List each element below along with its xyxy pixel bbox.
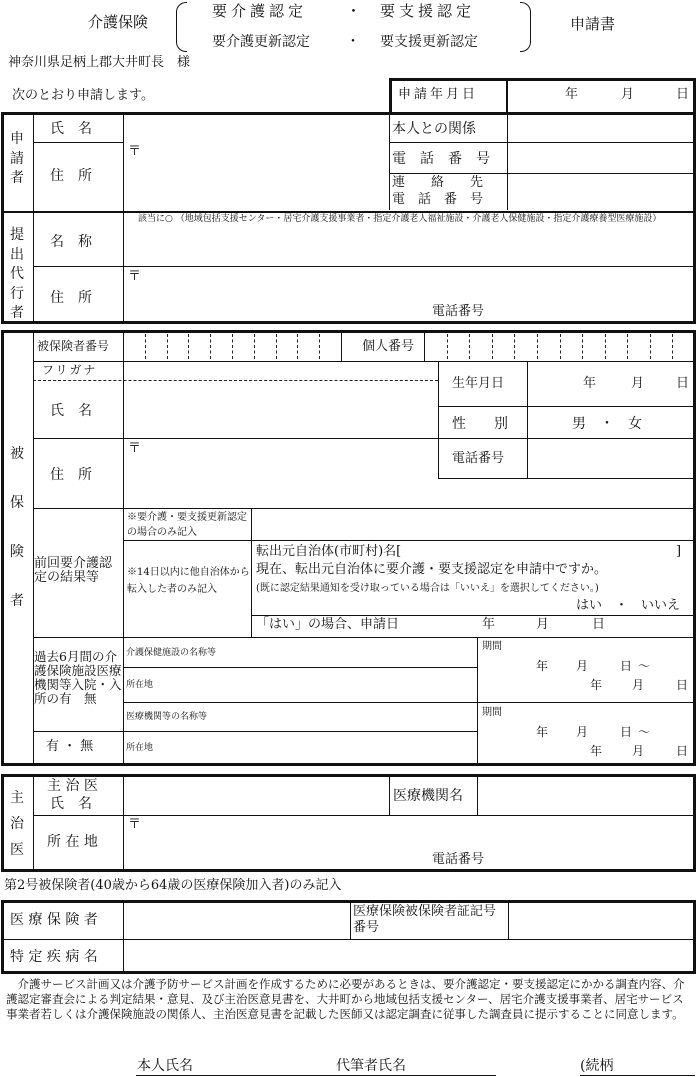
digit-separator xyxy=(319,334,320,359)
hospital-name-label: 医療機関等の名称等 xyxy=(126,712,208,722)
agent-name-label: 名 称 xyxy=(50,234,92,250)
hospital-period-field[interactable] xyxy=(479,703,695,763)
application-date-field[interactable] xyxy=(508,80,694,111)
contact-label: 連 絡 先 xyxy=(392,175,484,190)
insured-name-field[interactable] xyxy=(125,381,437,437)
agent-type-note: 該当に○ （地域包括支援センター・居宅介護支援事業者・指定介護老人福祉施設・介護老人保健施設・指定介護療養型医療施設） xyxy=(138,214,662,224)
hospital-period-label: 期間 xyxy=(482,707,502,718)
digit-separator xyxy=(650,334,651,359)
facility-location-field[interactable] xyxy=(125,668,476,701)
applicant-name-field[interactable] xyxy=(125,114,387,141)
medical-insurer-field[interactable] xyxy=(125,902,349,938)
insured-address-label: 住 所 xyxy=(50,467,92,483)
hospital-location-field[interactable] xyxy=(125,732,476,763)
digit-separator xyxy=(537,334,538,359)
contact-phone-field[interactable] xyxy=(509,175,695,210)
agent-name-field[interactable] xyxy=(125,240,695,265)
application-date-label: 申請年月日 xyxy=(398,87,479,102)
agent-postal-mark: 〒 xyxy=(128,269,142,284)
option-care-certification: 要介護認定 xyxy=(212,2,308,20)
insured-name-label: 氏 名 xyxy=(50,403,92,419)
pending-question: 現在、転出元自治体に要介護・要支援認定を申請中ですか。 xyxy=(256,562,608,577)
past-admission-label: 過去6月間の介護保険施設医療機関等入院・入所の有 無 xyxy=(34,649,122,706)
digit-separator xyxy=(276,334,277,359)
header-title-right: 申請書 xyxy=(570,15,616,33)
renewal-note: ※要介護・要支援更新認定の場合のみ記入 xyxy=(127,512,247,538)
insured-section-label: 被保険者 xyxy=(10,446,24,609)
digit-separator xyxy=(605,334,606,359)
proxy-name-label: 代筆者氏名 xyxy=(336,1058,406,1074)
self-name-label: 本人氏名 xyxy=(137,1058,193,1074)
facility-period-label: 期間 xyxy=(482,641,502,652)
agent-address-label: 住 所 xyxy=(50,290,92,306)
insured-postal-mark: 〒 xyxy=(128,441,142,456)
applicant-phone-field[interactable] xyxy=(509,143,695,172)
sex-label: 性 別 xyxy=(452,416,508,432)
previous-result-field[interactable] xyxy=(253,510,695,539)
transfer-note: ※14日以内に他自治体から転入した者のみ記入 xyxy=(127,567,250,595)
doctor-postal-mark: 〒 xyxy=(128,817,142,832)
option-care-renewal: 要介護更新認定 xyxy=(212,34,310,50)
relation-field[interactable] xyxy=(509,114,695,141)
specific-disease-field[interactable] xyxy=(125,941,695,972)
digit-separator xyxy=(447,334,448,359)
digit-separator xyxy=(297,334,298,359)
furigana-label: フリガナ xyxy=(42,363,98,377)
applicant-name-label: 氏 名 xyxy=(50,121,92,137)
sex-options[interactable]: 男 ・ 女 xyxy=(572,416,642,432)
self-name-field[interactable] xyxy=(200,1056,330,1075)
transfer-from-label: 転出元自治体(市町村)名[ xyxy=(256,544,402,559)
dob-label: 生年月日 xyxy=(452,376,505,391)
doctor-address-label: 所 在 地 xyxy=(47,834,98,850)
facility-location-label: 所在地 xyxy=(126,680,154,690)
furigana-field[interactable] xyxy=(125,362,437,379)
option-support-certification: 要支援認定 xyxy=(380,2,476,20)
agent-phone-label: 電話番号 xyxy=(432,304,485,319)
past-admission-options[interactable]: 有 ・ 無 xyxy=(46,739,94,754)
hospital-label: 医療機関名 xyxy=(393,788,463,804)
if-yes-label: 「はい」の場合、申請日 xyxy=(256,617,400,632)
option-support-renewal: 要支援更新認定 xyxy=(380,34,478,50)
transfer-from-field[interactable] xyxy=(428,543,674,561)
pending-question-note: (既に認定結果通知を受け取っている場合は「いいえ」を選択してください。) xyxy=(256,583,599,594)
digit-separator xyxy=(514,334,515,359)
digit-separator xyxy=(232,334,233,359)
hospital-name-field[interactable] xyxy=(125,703,476,730)
hospital-location-label: 所在地 xyxy=(126,743,154,753)
medical-insurer-label: 医 療 保 険 者 xyxy=(10,912,98,928)
doctor-name-label1: 主 治 医 xyxy=(47,778,98,794)
insured-phone-label: 電話番号 xyxy=(452,451,505,466)
dob-field[interactable] xyxy=(529,362,695,405)
relation-label: 本人との関係 xyxy=(392,121,476,137)
proxy-name-field[interactable] xyxy=(420,1056,494,1075)
insurance-card-number-label: 医療保険被保険者証記号番号 xyxy=(353,904,497,935)
digit-separator xyxy=(145,334,146,359)
doctor-section-label: 主治医 xyxy=(10,790,24,858)
option-dot: ・ xyxy=(346,2,362,20)
digit-separator xyxy=(210,334,211,359)
agent-address-field[interactable] xyxy=(125,268,695,320)
transfer-bracket-close: ] xyxy=(676,544,682,559)
applicant-postal-mark: 〒 xyxy=(128,144,142,159)
facility-period-field[interactable] xyxy=(479,638,695,701)
previous-result-label: 前回要介護認定の結果等 xyxy=(34,556,113,585)
digit-separator xyxy=(254,334,255,359)
contact-phone-label: 電 話 番 号 xyxy=(392,192,484,207)
intro-text: 次のとおり申請します。 xyxy=(12,88,154,103)
insured-phone-field[interactable] xyxy=(529,440,695,477)
digit-separator xyxy=(469,334,470,359)
pending-yes-no[interactable]: はい ・ いいえ xyxy=(576,598,681,613)
applicant-section-label: 申請者 xyxy=(10,131,24,187)
bracket-right xyxy=(520,2,531,52)
agent-section-label: 提出代行者 xyxy=(10,227,24,322)
applicant-phone-label: 電 話 番 号 xyxy=(392,151,490,167)
insurance-card-number-field[interactable] xyxy=(510,902,695,938)
insured-address-field[interactable] xyxy=(125,440,437,507)
doctor-name-label2: 氏 名 xyxy=(50,796,92,812)
digit-separator xyxy=(167,334,168,359)
header-title-left: 介護保険 xyxy=(88,13,149,31)
consent-text: 介護サービス計画又は介護予防サービス計画を作成するために必要があるときは、要介護認定・要支援認定にかかる調査内容、介護認定審査会による判定結果・意見、及び主治医意見書を、大井町から地域包括支援センター、居宅介護支援事業者、居宅サービス事業者若しくは介護保険施設の関係人、主治医意見書を記載した医師又は認定調査に従事した調査員に提示することに同意します。 xyxy=(6,977,685,1021)
personal-number-label: 個人番号 xyxy=(362,339,415,354)
facility-name-field[interactable] xyxy=(125,638,476,666)
addressee: 神奈川県足柄上郡大井町長 様 xyxy=(8,55,191,70)
facility-name-label: 介護保健施設の名称等 xyxy=(126,648,217,658)
specific-disease-label: 特 定 疾 病 名 xyxy=(10,949,98,965)
insured-number-label: 被保険者番号 xyxy=(37,339,110,353)
option-dot: ・ xyxy=(346,34,360,50)
doctor-name-field[interactable] xyxy=(125,776,387,814)
relationship-field[interactable] xyxy=(630,1056,694,1075)
digit-separator xyxy=(560,334,561,359)
digit-separator xyxy=(672,334,673,359)
second-insured-heading: 第2号被保険者(40歳から64歳の医療保険加入者)のみ記入 xyxy=(4,878,342,893)
digit-separator xyxy=(582,334,583,359)
hospital-field[interactable] xyxy=(479,776,695,814)
digit-separator xyxy=(627,334,628,359)
digit-separator xyxy=(188,334,189,359)
applicant-address-label: 住 所 xyxy=(50,168,92,184)
doctor-address-field[interactable] xyxy=(125,816,695,870)
doctor-phone-label: 電話番号 xyxy=(432,852,485,867)
applicant-address-field[interactable] xyxy=(125,143,387,209)
relationship-label: (続柄 xyxy=(580,1058,614,1074)
digit-separator xyxy=(492,334,493,359)
bracket-left xyxy=(176,2,187,52)
